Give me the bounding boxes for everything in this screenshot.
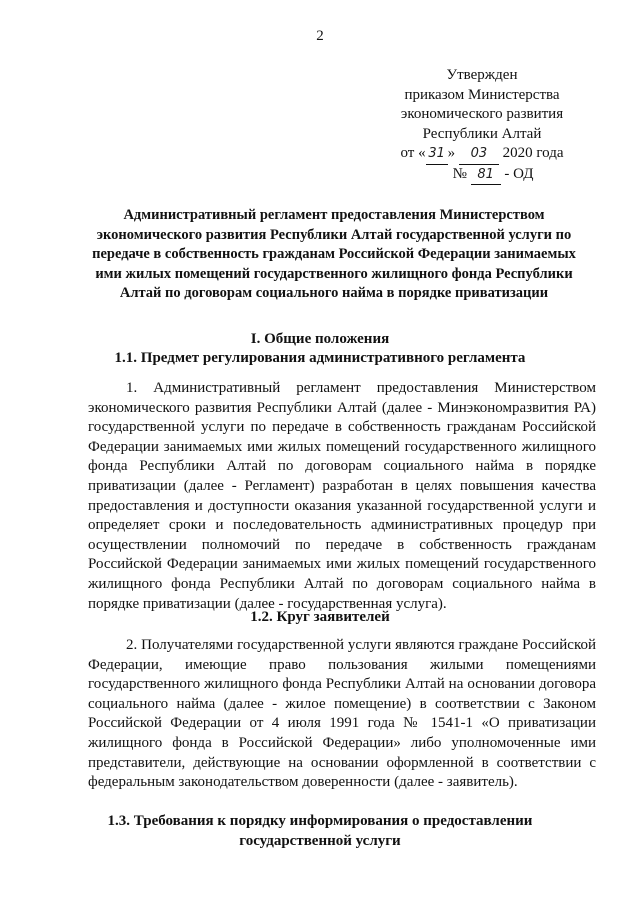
date-prefix: от « — [400, 145, 426, 161]
subsection-heading — [0, 812, 640, 851]
number-prefix: № — [452, 165, 467, 182]
number-value: 81 — [471, 165, 501, 186]
date-mid: » — [447, 145, 456, 161]
subsection-heading: 1.2. Круг заявителей — [250, 609, 390, 625]
approval-line: Утвержден — [446, 67, 518, 83]
approval-number — [392, 165, 572, 186]
subsection-heading: 1.1. Предмет регулирования административного регламента — [114, 350, 526, 366]
section-heading: I. Общие положения — [250, 331, 390, 347]
approval-stamp — [392, 66, 572, 185]
approval-line: приказом Министерства — [404, 86, 560, 103]
paragraph-2 — [88, 636, 596, 793]
date-day: 31 — [426, 144, 448, 165]
paragraph-1 — [88, 379, 596, 614]
page-number: 2 — [316, 28, 324, 44]
document-title: Административный регламент предоставления Министерством экономического развития Республики Алтай государственной услуги по передаче в собственность гражданам Российской Федерации занимаемых ими жилых помещений государственного жилищного фонда Республики Алтай по договорам социального найма в порядке приватизации — [92, 207, 576, 302]
approval-line: экономического развития — [400, 106, 564, 122]
date-month: 03 — [459, 144, 499, 165]
date-year: 2020 года — [502, 145, 564, 161]
paragraph-text: 2. Получателями государственной услуги являются граждане Российской Федерации, имеющие право пользования жилыми помещениями государственного жилищного фонда Республики Алтай на основании договора социального найма (далее - жилое помещение) в соответствии с Законом Российской Федерации от 4 июля 1991 года № 1541-1 «О приватизации жилищного фонда в Российской Федерации» либо уполномоченные ими представители, действующие на основании оформленной в соответствии с федеральным законодательством доверенности (далее - заявитель). — [88, 637, 596, 791]
heading-line: 1.3. Требования к порядку информирования о предоставлении — [107, 813, 533, 829]
paragraph-text: 1. Административный регламент предоставления Министерством экономического развития Республики Алтай (далее - Минэкономразвития РА) государственной услуги по передаче в собственность гражданам Российской Федерации занимаемых ими жилых помещений государственного жилищного фонда Республики Алтай по договорам социального найма в порядке приватизации (далее - Регламент) разработан в целях повышения качества предоставления и доступности оказания указанной государственной услуги и определяет сроки и последовательность административных процедур при осуществлении полномочий по передаче в собственность гражданам Российской Федерации занимаемых ими жилых помещений государственного жилищного фонда Республики Алтай по договорам социального найма в порядке приватизации (далее - государственная услуга). — [88, 380, 596, 612]
approval-date — [392, 144, 572, 165]
heading-line: государственной услуги — [239, 832, 401, 849]
approval-line: Республики Алтай — [422, 125, 542, 142]
number-suffix: - ОД — [504, 165, 534, 182]
